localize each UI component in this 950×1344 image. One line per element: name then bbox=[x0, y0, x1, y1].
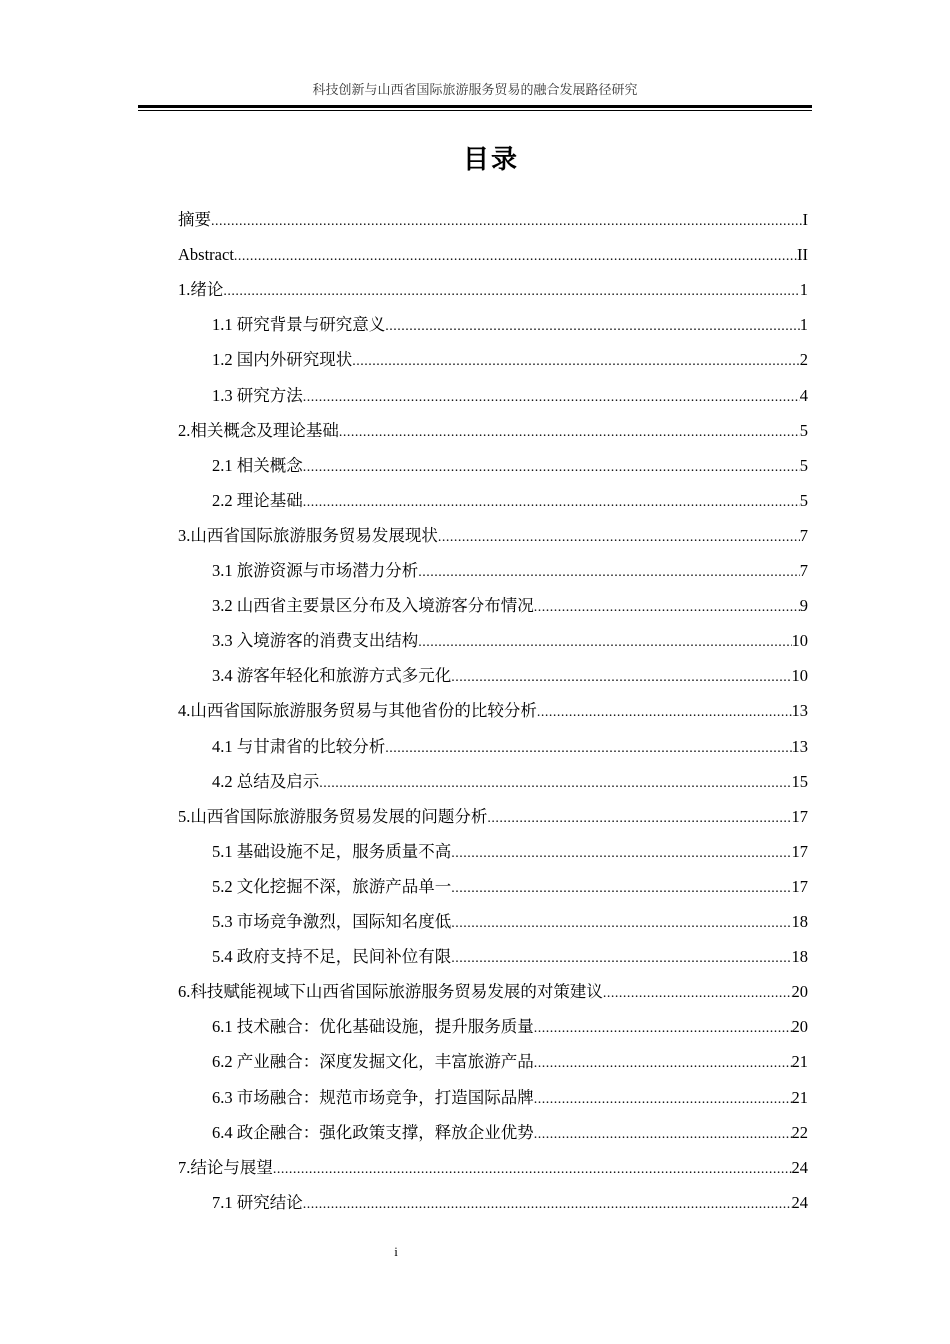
header-rule-thick bbox=[138, 105, 812, 108]
toc-dot-leader bbox=[438, 520, 800, 553]
toc-dot-leader bbox=[418, 625, 791, 658]
toc-entry-page-number: 9 bbox=[799, 596, 808, 616]
toc-entry-title: 1.绪论 bbox=[178, 280, 224, 300]
toc-entry-page-number: 20 bbox=[791, 1017, 808, 1037]
toc-section-entry[interactable] bbox=[212, 1185, 808, 1220]
toc-section-entry[interactable] bbox=[212, 342, 808, 377]
toc-entry-page-number: 17 bbox=[791, 806, 808, 826]
toc-dot-leader bbox=[451, 660, 791, 693]
toc-entry-page-number: 18 bbox=[791, 947, 808, 967]
toc-dot-leader bbox=[451, 906, 791, 939]
toc-entry-title: Abstract bbox=[178, 245, 234, 265]
toc-entry-title: 3.3 入境游客的消费支出结构 bbox=[212, 631, 419, 651]
toc-dot-leader bbox=[385, 309, 800, 342]
toc-entry-page-number: 24 bbox=[791, 1192, 808, 1212]
toc-entry-title: 6.1 技术融合：优化基础设施，提升服务质量 bbox=[212, 1017, 534, 1037]
toc-dot-leader bbox=[537, 695, 792, 728]
toc-section-entry[interactable] bbox=[212, 553, 808, 588]
toc-dot-leader bbox=[487, 801, 791, 834]
toc-entry-page-number: 1 bbox=[799, 315, 808, 335]
toc-entry-title: 5.3 市场竞争激烈，国际知名度低 bbox=[212, 912, 452, 931]
toc-entry-page-number: 4 bbox=[799, 385, 808, 405]
toc-chapter-entry[interactable] bbox=[178, 202, 808, 237]
toc-section-entry[interactable] bbox=[212, 1044, 808, 1079]
toc-entry-title: 4.1 与甘肃省的比较分析 bbox=[212, 736, 386, 756]
toc-entry-page-number: 18 bbox=[791, 912, 808, 931]
toc-section-entry[interactable] bbox=[212, 904, 808, 939]
toc-entry-title: 3.4 游客年轻化和旅游方式多元化 bbox=[212, 666, 452, 686]
toc-dot-leader bbox=[534, 1117, 792, 1150]
toc-chapter-entry[interactable] bbox=[178, 974, 808, 1009]
toc-dot-leader bbox=[534, 1082, 792, 1115]
toc-entry-title: 5.1 基础设施不足，服务质量不高 bbox=[212, 841, 452, 861]
toc-entry-page-number: 2 bbox=[799, 350, 808, 370]
toc-entry-title: 6.2 产业融合：深度发掘文化，丰富旅游产品 bbox=[212, 1052, 534, 1072]
toc-section-entry[interactable] bbox=[212, 448, 808, 483]
toc-entry-title: 5.4 政府支持不足，民间补位有限 bbox=[212, 947, 452, 967]
toc-entry-page-number: 5 bbox=[799, 420, 808, 440]
toc-entry-page-number: 15 bbox=[791, 771, 808, 791]
toc-dot-leader bbox=[223, 274, 799, 307]
toc-entry-page-number: 20 bbox=[791, 982, 808, 1002]
toc-section-entry[interactable] bbox=[212, 764, 808, 799]
toc-entry-page-number: 10 bbox=[791, 666, 808, 686]
toc-entry-page-number: 5 bbox=[799, 490, 808, 510]
toc-entry-page-number: 10 bbox=[791, 631, 808, 651]
toc-title: 目录 bbox=[462, 145, 519, 175]
toc-entry-page-number: 21 bbox=[791, 1052, 808, 1072]
header-rule-thin bbox=[138, 110, 812, 111]
toc-dot-leader bbox=[234, 239, 797, 272]
toc-entry-title: 6.3 市场融合：规范市场竞争，打造国际品牌 bbox=[212, 1087, 534, 1107]
toc-chapter-entry[interactable] bbox=[178, 413, 808, 448]
toc-section-entry[interactable] bbox=[212, 834, 808, 869]
toc-dot-leader bbox=[418, 555, 800, 588]
toc-chapter-entry[interactable] bbox=[178, 237, 808, 272]
toc-entry-page-number: 7 bbox=[799, 525, 808, 545]
toc-entry-title: 7.结论与展望 bbox=[178, 1157, 273, 1177]
toc-dot-leader bbox=[303, 450, 800, 483]
toc-entry-title: 5.2 文化挖掘不深，旅游产品单一 bbox=[212, 876, 452, 896]
toc-section-entry[interactable] bbox=[212, 307, 808, 342]
toc-entry-title: 3.2 山西省主要景区分布及入境游客分布情况 bbox=[212, 596, 534, 616]
toc-entry-page-number: 13 bbox=[791, 736, 808, 756]
toc-entry-title: 1.1 研究背景与研究意义 bbox=[212, 315, 386, 335]
toc-dot-leader bbox=[385, 731, 791, 764]
toc-entry-title: 1.3 研究方法 bbox=[212, 385, 303, 405]
toc-dot-leader bbox=[319, 766, 791, 799]
toc-dot-leader bbox=[534, 1046, 792, 1079]
toc-entry-title: 2.1 相关概念 bbox=[212, 455, 303, 475]
toc-section-entry[interactable] bbox=[212, 939, 808, 974]
toc-entry-title: 摘要 bbox=[178, 210, 211, 229]
toc-section-entry[interactable] bbox=[212, 1080, 808, 1115]
toc-entry-title: 6.科技赋能视域下山西省国际旅游服务贸易发展的对策建议 bbox=[178, 982, 603, 1002]
toc-entry-page-number: I bbox=[802, 210, 808, 229]
toc-dot-leader bbox=[451, 871, 791, 904]
toc-entry-page-number: 7 bbox=[799, 561, 808, 580]
toc-chapter-entry[interactable] bbox=[178, 1150, 808, 1185]
toc-entry-page-number: 17 bbox=[791, 876, 808, 896]
toc-entry-title: 3.山西省国际旅游服务贸易发展现状 bbox=[178, 525, 438, 545]
toc-dot-leader bbox=[603, 976, 792, 1009]
toc-entry-page-number: 24 bbox=[791, 1157, 808, 1177]
toc-dot-leader bbox=[303, 380, 800, 413]
toc-section-entry[interactable] bbox=[212, 729, 808, 764]
toc-section-entry[interactable] bbox=[212, 483, 808, 518]
toc-section-entry[interactable] bbox=[212, 658, 808, 693]
toc-dot-leader bbox=[303, 1187, 792, 1220]
toc-chapter-entry[interactable] bbox=[178, 799, 808, 834]
toc-entry-page-number: II bbox=[797, 245, 808, 265]
toc-dot-leader bbox=[451, 836, 791, 869]
toc-dot-leader bbox=[352, 344, 800, 377]
toc-entry-page-number: 1 bbox=[799, 280, 808, 300]
toc-entry-title: 3.1 旅游资源与市场潜力分析 bbox=[212, 561, 419, 580]
toc-section-entry[interactable] bbox=[212, 588, 808, 623]
toc-chapter-entry[interactable] bbox=[178, 693, 808, 728]
toc-entry-page-number: 17 bbox=[791, 841, 808, 861]
toc-entry-title: 4.2 总结及启示 bbox=[212, 771, 320, 791]
toc-chapter-entry[interactable] bbox=[178, 272, 808, 307]
toc-entry-page-number: 22 bbox=[791, 1122, 808, 1142]
page-number: i bbox=[394, 1244, 398, 1259]
toc-section-entry[interactable] bbox=[212, 869, 808, 904]
toc-section-entry[interactable] bbox=[212, 378, 808, 413]
toc-dot-leader bbox=[339, 415, 800, 448]
toc-dot-leader bbox=[303, 485, 800, 518]
toc-entry-title: 1.2 国内外研究现状 bbox=[212, 350, 353, 370]
toc-chapter-entry[interactable] bbox=[178, 518, 808, 553]
toc-entry-page-number: 5 bbox=[799, 455, 808, 475]
toc-entry-title: 2.相关概念及理论基础 bbox=[178, 420, 339, 440]
toc-entry-title: 6.4 政企融合：强化政策支撑，释放企业优势 bbox=[212, 1122, 534, 1142]
toc-dot-leader bbox=[534, 590, 800, 623]
toc-dot-leader bbox=[534, 1011, 792, 1044]
toc-entry-title: 2.2 理论基础 bbox=[212, 490, 303, 510]
toc-entry-page-number: 13 bbox=[791, 701, 808, 721]
toc-entry-title: 5.山西省国际旅游服务贸易发展的问题分析 bbox=[178, 806, 488, 826]
toc-dot-leader bbox=[451, 941, 791, 974]
toc-entry-title: 7.1 研究结论 bbox=[212, 1192, 303, 1212]
toc-section-entry[interactable] bbox=[212, 1115, 808, 1150]
toc-entry-title: 4.山西省国际旅游服务贸易与其他省份的比较分析 bbox=[178, 701, 537, 721]
toc-section-entry[interactable] bbox=[212, 1009, 808, 1044]
toc-dot-leader bbox=[211, 204, 803, 237]
toc-dot-leader bbox=[273, 1152, 792, 1185]
toc-entry-page-number: 21 bbox=[791, 1087, 808, 1107]
running-header: 科技创新与山西省国际旅游服务贸易的融合发展路径研究 bbox=[312, 82, 638, 97]
toc-section-entry[interactable] bbox=[212, 623, 808, 658]
